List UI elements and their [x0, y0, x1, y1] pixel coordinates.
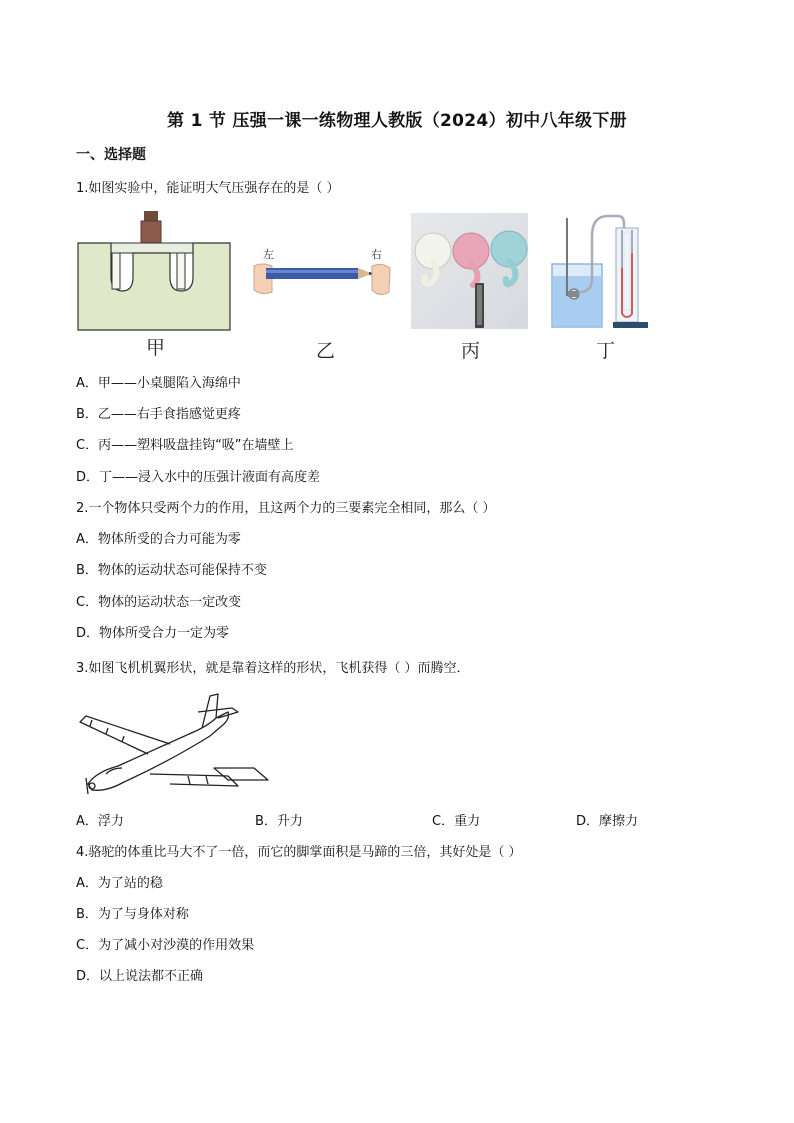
- figure-ding-label: 丁: [596, 340, 616, 362]
- question-3-option-c: C．重力: [432, 814, 481, 829]
- question-3-option-b: B．升力: [255, 814, 303, 829]
- question-1-option-d: D．丁——浸入水中的压强计液面有高度差: [76, 470, 321, 485]
- question-2-option-c: C．物体的运动状态一定改变: [76, 595, 242, 610]
- figure-yi-right-text: 右: [371, 248, 382, 261]
- page-title: 第 1 节 压强一课一练物理人教版（2024）初中八年级下册: [167, 111, 627, 131]
- question-2-option-a: A．物体所受的合力可能为零: [76, 532, 241, 547]
- question-3-option-a: A．浮力: [76, 814, 124, 829]
- question-4-option-c: C．为了减小对沙漠的作用效果: [76, 938, 255, 953]
- question-4-option-b: B．为了与身体对称: [76, 907, 189, 922]
- figure-bing-suction-hooks-photo: [411, 213, 528, 329]
- question-1-option-c: C．丙——塑料吸盘挂钩“吸”在墙壁上: [76, 438, 294, 453]
- question-2-stem: 2.一个物体只受两个力的作用，且这两个力的三要素完全相同，那么（ ）: [76, 501, 496, 516]
- question-1-option-a: A．甲——小桌腿陷入海绵中: [76, 376, 241, 391]
- question-1-stem: 1.如图实验中，能证明大气压强存在的是（ ）: [76, 181, 340, 196]
- question-2-option-d: D．物体所受合力一定为零: [76, 626, 230, 641]
- question-4-option-d: D．以上说法都不正确: [76, 969, 204, 984]
- question-4-stem: 4.骆驼的体重比马大不了一倍，而它的脚掌面积是马蹄的三倍，其好处是（ ）: [76, 845, 522, 860]
- section-heading: 一、选择题: [76, 147, 146, 163]
- figure-yi-left-text: 左: [263, 248, 274, 261]
- figure-airplane-sketch: [78, 688, 270, 796]
- figure-ding-pressure-gauge: [546, 208, 650, 330]
- figure-jia-label: 甲: [146, 337, 166, 359]
- question-3-option-d: D．摩擦力: [576, 814, 639, 829]
- figure-jia-table-on-sponge: [77, 211, 232, 331]
- question-4-option-a: A．为了站的稳: [76, 876, 163, 891]
- question-2-option-b: B．物体的运动状态可能保持不变: [76, 563, 267, 578]
- figure-bing-label: 丙: [461, 340, 481, 362]
- question-1-option-b: B．乙——右手食指感觉更疼: [76, 407, 241, 422]
- figure-yi-label: 乙: [316, 340, 336, 362]
- question-3-stem: 3.如图飞机机翼形状，就是靠着这样的形状，飞机获得（ ）而腾空．: [76, 661, 470, 676]
